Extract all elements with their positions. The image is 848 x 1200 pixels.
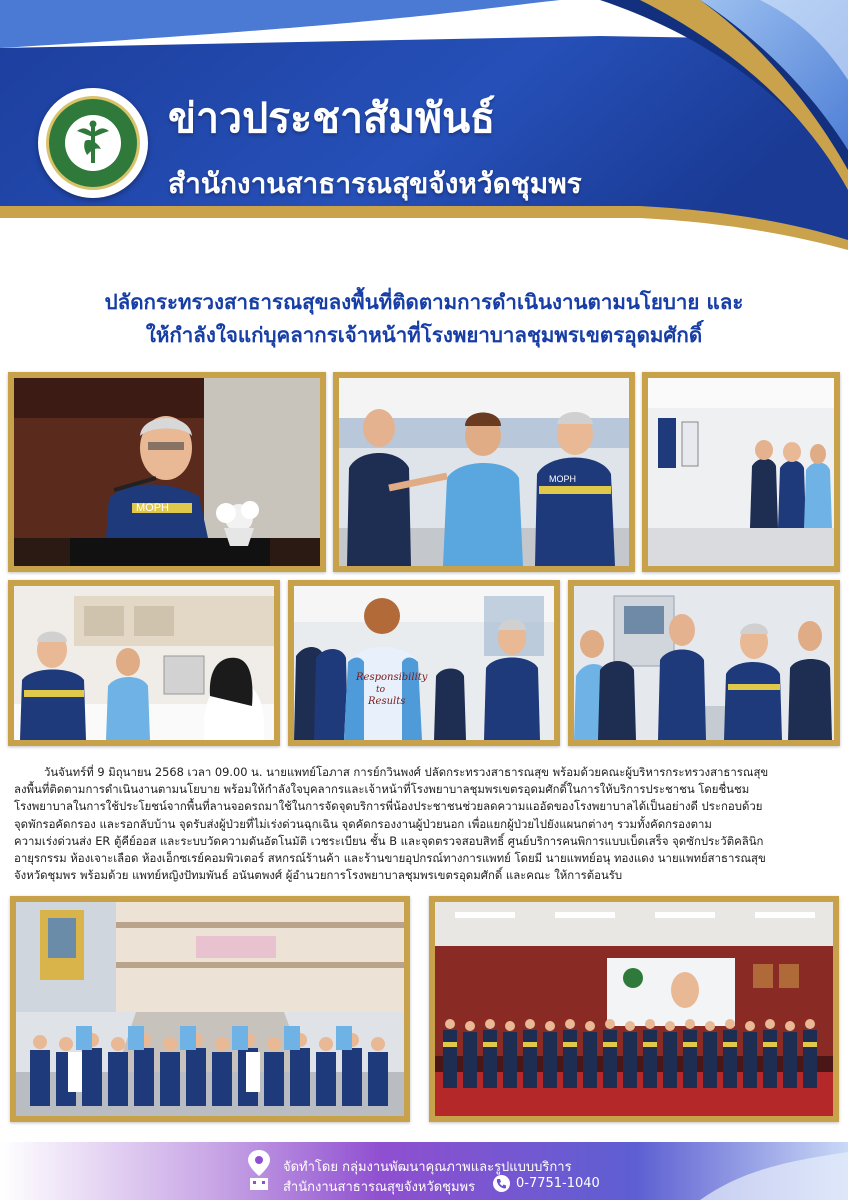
- headline-line-1: ปลัดกระทรวงสาธารณสุขลงพื้นที่ติดตามการดำเนินงานตามนโยบาย และ: [104, 290, 744, 314]
- footer-phone[interactable]: 0-7751-1040: [516, 1176, 600, 1191]
- footer-office: สำนักงานสาธารณสุขจังหวัดชุมพร: [283, 1180, 476, 1195]
- vest-label-2: MOPH: [549, 474, 576, 484]
- vest-label-1: MOPH: [136, 502, 169, 514]
- photo-speaker-podium: [8, 372, 326, 572]
- body-line-4: จุดพักรอคัดกรอง และรอกลับบ้าน จุดรับส่งผู้ป่วยที่ไม่เร่งด่วนฉุกเฉิน จุดคัดกรองงานผู้ป่วยนอก เพื่อแยกผู้ป่วยไปยังแผนกต่างๆ รวมทั้งคัดกรองตาม: [14, 816, 712, 831]
- body-line-2: ลงพื้นที่ติดตามการดำเนินงานตามนโยบาย พร้อมให้กำลังใจบุคลากรและเจ้าหน้าที่โรงพยาบาลชุมพรเขตรอุดมศักดิ์ในการให้บริการประชาชน โดยชื่นชม: [14, 782, 750, 797]
- logo-ring: [46, 96, 140, 190]
- photo-service-counter: [8, 580, 280, 746]
- photo-group-inspection: [288, 580, 560, 746]
- body-line-6: อายุรกรรม ห้องเจาะเลือด ห้องเอ็กซเรย์คอมพิวเตอร์ สหกรณ์ร้านค้า และร้านขายอุปกรณ์ทางการแพทย์ โดยมี นายแพทย์อนุ ทองแดง นายแพทย์สาธารณสุข: [14, 851, 766, 866]
- shirt-text-2: to: [376, 685, 386, 695]
- photo-group-indoor-hall: [429, 896, 839, 1122]
- header-banner: [0, 0, 848, 258]
- body-line-3: โรงพยาบาลในการใช้ประโยชน์จากพื้นที่ลานจอดรถมาใช้ในการจัดจุดบริการพี่น้องประชาชนช่วยลดความแออัดของโรงพยาบาลได้เป็นอย่างดี ประกอบด้วย: [14, 799, 763, 814]
- shirt-text-3: Results: [368, 696, 406, 707]
- body-line-7: จังหวัดชุมพร พร้อมด้วย แพทย์หญิงปัทมพันธ์ อนันตพงศ์ ผู้อำนวยการโรงพยาบาลชุมพรเขตรอุดมศักดิ์ และคณะ ให้การต้อนรับ: [14, 868, 623, 883]
- caduceus-icon: [65, 115, 121, 171]
- photo-hallway-group: [642, 372, 840, 572]
- article-body: [14, 764, 836, 884]
- shirt-text-1: Responsibility: [356, 672, 428, 683]
- body-line-1: วันจันทร์ที่ 9 มิถุนายน 2568 เวลา 09.00 น. นายแพทย์โอภาส การย์กวินพงศ์ ปลัดกระทรวงสาธารณสุข พร้อมด้วยคณะผู้บริหารกระทรวงสาธารณสุข: [44, 765, 769, 779]
- ministry-logo: [38, 88, 148, 198]
- headline-line-2: ให้กำลังใจแก่บุคลากรเจ้าหน้าที่โรงพยาบาลชุมพรเขตรอุดมศักดิ์: [145, 323, 703, 347]
- body-line-5: ความเร่งด่วนส่ง ER ตู้คีย์ออส และระบบวัดความดันอัตโนมัติ เวชระเบียน ชั้น B และจุดตรวจสอบสิทธิ์ ศูนย์บริการคนพิการแบบเบ็ดเสร็จ จุดซักประวัติคลินิก: [14, 833, 764, 848]
- phone-icon: [493, 1175, 510, 1192]
- footer-credit: จัดทำโดย กลุ่มงานพัฒนาคุณภาพและรูปแบบบริการ: [283, 1160, 572, 1175]
- page-title: ข่าวประชาสัมพันธ์: [168, 94, 496, 142]
- photo-medical-equipment: [568, 580, 840, 746]
- page-subtitle: สำนักงานสาธารณสุขจังหวัดชุมพร: [168, 167, 582, 200]
- photo-group-outdoor: [10, 896, 410, 1122]
- location-building-icon: [246, 1150, 272, 1190]
- photo-hospital-corridor-walk: [333, 372, 635, 572]
